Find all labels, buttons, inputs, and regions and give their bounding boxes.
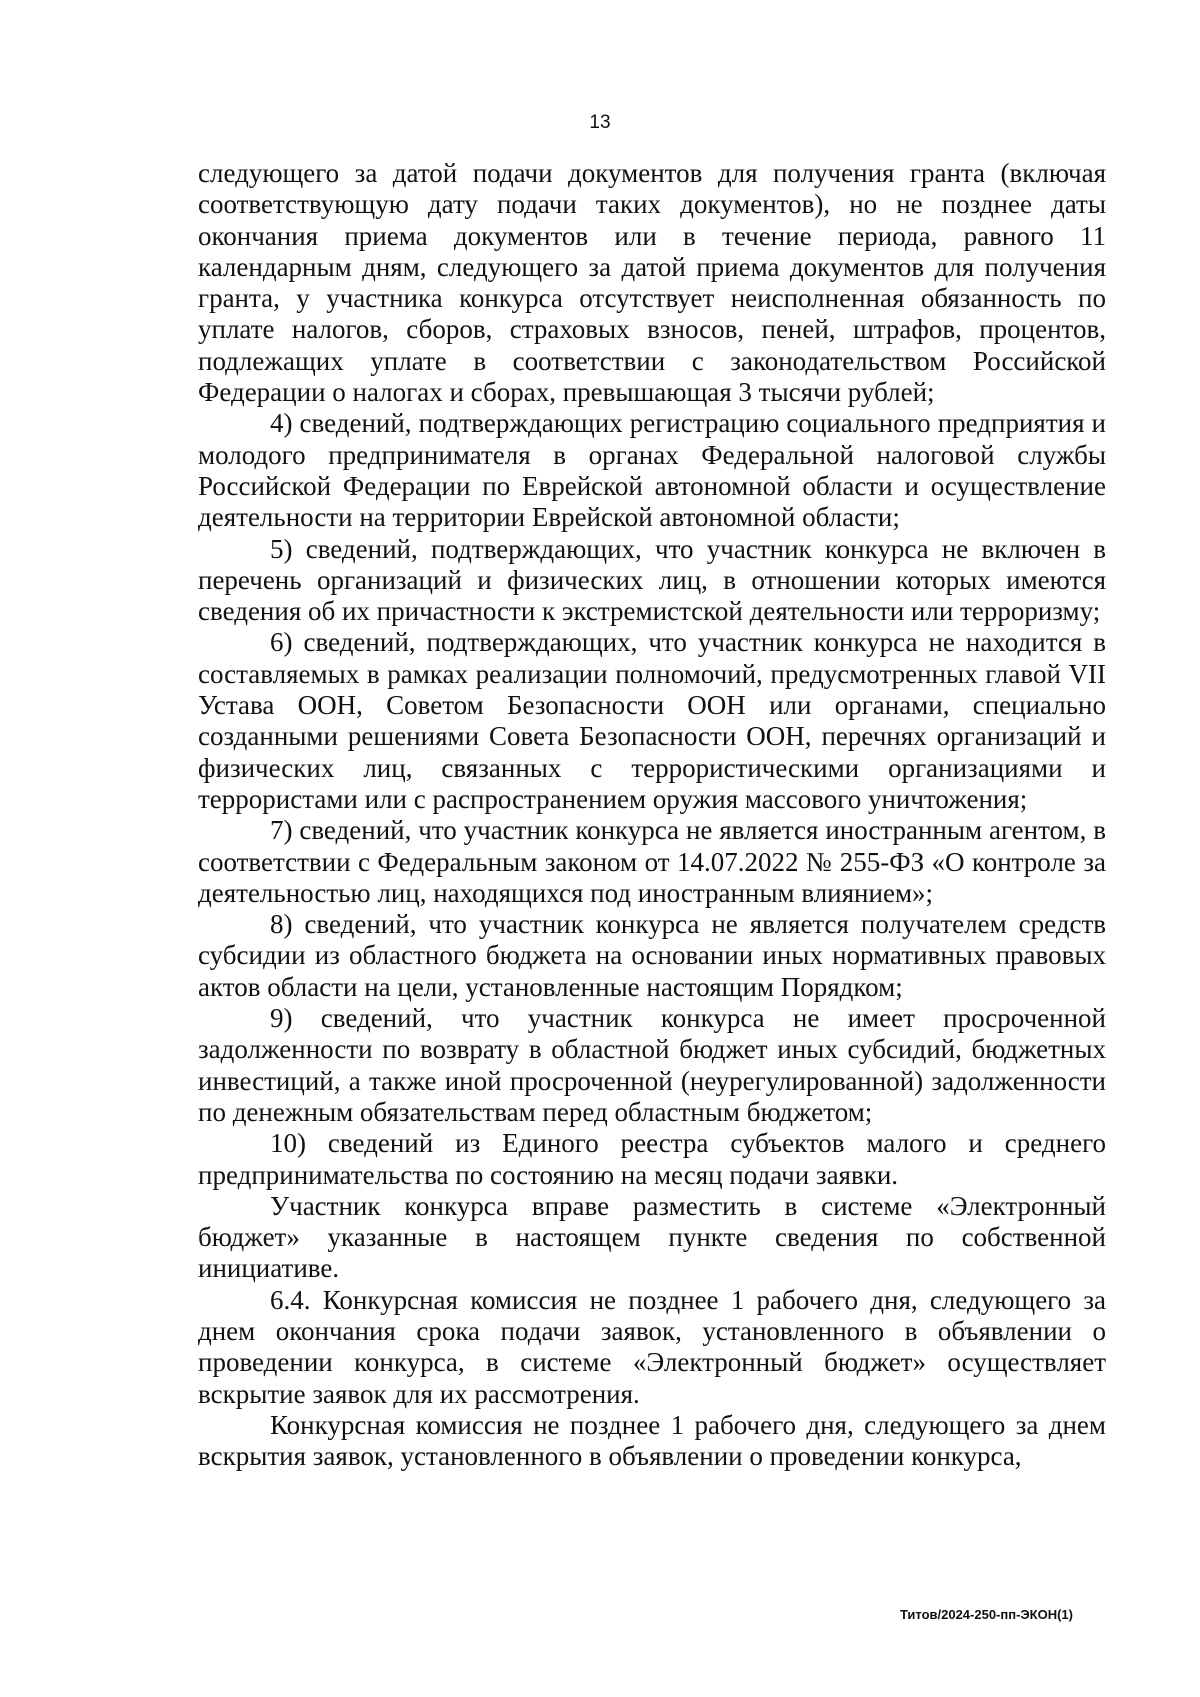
paragraph-item-4: 4) сведений, подтверждающих регистрацию социального предприятия и молодого предпринимателя в органах Федеральной налоговой службы Российской Федерации по Еврейской автономной области и осуществление деятельности на территории Еврейской автономной области; — [198, 408, 1106, 533]
paragraph-continuation: следующего за датой подачи документов для получения гранта (включая соответствующую дату подачи таких документов), но не позднее даты окончания приема документов или в течение периода, равного 11 календарным дням, следующего за датой приема документов для получения гранта, у участника конкурса отсутствует неисполненная обязанность по уплате налогов, сборов, страховых взносов, пеней, штрафов, процентов, подлежащих уплате в соответствии с законодательством Российской Федерации о налогах и сборах, превышающая 3 тысячи рублей; — [198, 158, 1106, 408]
document-body — [198, 158, 1106, 1472]
paragraph-item-8: 8) сведений, что участник конкурса не является получателем средств субсидии из областного бюджета на основании иных нормативных правовых актов области на цели, установленные настоящим Порядком; — [198, 909, 1106, 1002]
document-footer-code: Титов/2024-250-пп-ЭКОН(1) — [899, 1607, 1073, 1622]
paragraph-section-6-4: 6.4. Конкурсная комиссия не позднее 1 рабочего дня, следующего за днем окончания срока подачи заявок, установленного в объявлении о проведении конкурса, в системе «Электронный бюджет» осуществляет вскрытие заявок для их рассмотрения. — [198, 1284, 1106, 1409]
paragraph-item-9: 9) сведений, что участник конкурса не имеет просроченной задолженности по возврату в областной бюджет иных субсидий, бюджетных инвестиций, а также иной просроченной (неурегулированной) задолженности по денежным обязательствам перед областным бюджетом; — [198, 1003, 1106, 1127]
page-number: 13 — [589, 112, 611, 133]
paragraph-item-5: 5) сведений, подтверждающих, что участник конкурса не включен в перечень организаций и физических лиц, в отношении которых имеются сведения об их причастности к экстремистской деятельности или терроризму; — [198, 533, 1106, 627]
paragraph-own-initiative: Участник конкурса вправе разместить в системе «Электронный бюджет» указанные в настоящем пункте сведения по собственной инициативе. — [198, 1190, 1106, 1284]
paragraph-commission: Конкурсная комиссия не позднее 1 рабочего дня, следующего за днем вскрытия заявок, установленного в объявлении о проведении конкурса, — [198, 1409, 1106, 1472]
paragraph-item-10: 10) сведений из Единого реестра субъектов малого и среднего предпринимательства по состоянию на месяц подачи заявки. — [198, 1128, 1106, 1190]
paragraph-item-7: 7) сведений, что участник конкурса не является иностранным агентом, в соответствии с Федеральным законом от 14.07.2022 № 255-ФЗ «О контроле за деятельностью лиц, находящихся под иностранным влиянием»; — [198, 815, 1106, 908]
paragraph-item-6: 6) сведений, подтверждающих, что участник конкурса не находится в составляемых в рамках реализации полномочий, предусмотренных главой VII Устава ООН, Советом Безопасности ООН или органами, специально созданными решениями Совета Безопасности ООН, перечнях организаций и физических лиц, связанных с террористическими организациями и террористами или с распространением оружия массового уничтожения; — [198, 627, 1106, 814]
